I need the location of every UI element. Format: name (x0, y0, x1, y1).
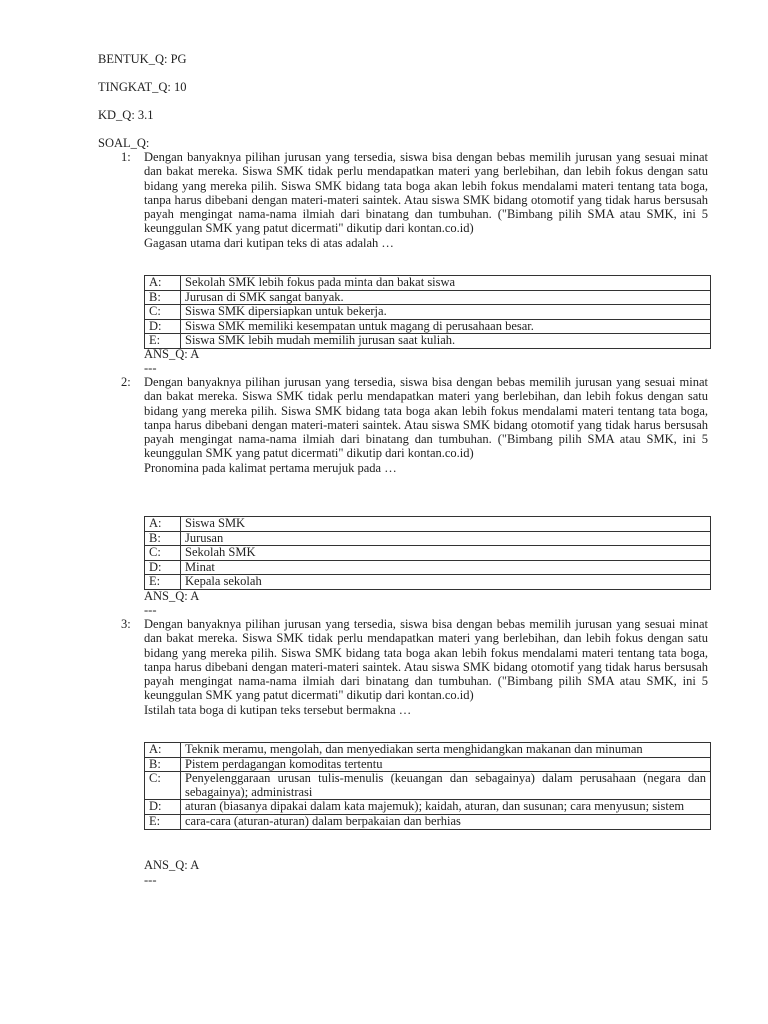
question-2-options (144, 516, 711, 590)
option-row[interactable] (145, 305, 711, 320)
question-2-number: 2: (121, 375, 131, 389)
option-key: E: (145, 334, 181, 349)
meta-soal: SOAL_Q: (98, 136, 150, 150)
option-row[interactable] (145, 517, 711, 532)
question-3-text (144, 617, 708, 717)
option-row[interactable] (145, 800, 711, 815)
option-text: Sekolah SMK lebih fokus pada minta dan bakat siswa (181, 276, 711, 291)
question-3-answer: ANS_Q: A (144, 858, 200, 872)
option-key: C: (145, 305, 181, 320)
meta-bentuk: BENTUK_Q: PG (98, 52, 187, 66)
option-key: E: (145, 814, 181, 829)
option-text: Pistem perdagangan komoditas tertentu (181, 757, 711, 772)
question-2-passage: Dengan banyaknya pilihan jurusan yang tersedia, siswa bisa dengan bebas memilih jurusan yang sesuai minat dan bakat mereka. Siswa SMK tidak perlu mendapatkan materi yang berlebihan, dan lebih fokus dengan satu bidang yang mereka pilih. Siswa SMK bidang tata boga akan lebih fokus mendalami materi tentang tata boga, tanpa harus dibebani dengan materi-materi saintek. Atau siswa SMK bidang otomotif yang tidak harus bersusah payah mengingat nama-nama ilmiah dari binatang dan tumbuhan. ("Bimbang pilih SMA atau SMK, ini 5 keunggulan SMK yang patut dicermati" dikutip dari kontan.co.id) (144, 375, 708, 461)
question-3-number: 3: (121, 617, 131, 631)
option-text: aturan (biasanya dipakai dalam kata majemuk); kaidah, aturan, dan susunan; cara menyusun; sistem (181, 800, 711, 815)
question-1-number: 1: (121, 150, 131, 164)
option-key: B: (145, 757, 181, 772)
meta-kd: KD_Q: 3.1 (98, 108, 154, 122)
option-text: Teknik meramu, mengolah, dan menyediakan serta menghidangkan makanan dan minuman (181, 743, 711, 758)
option-key: A: (145, 276, 181, 291)
option-row[interactable] (145, 334, 711, 349)
option-text: Siswa SMK (181, 517, 711, 532)
option-row[interactable] (145, 814, 711, 829)
option-row[interactable] (145, 319, 711, 334)
option-row[interactable] (145, 276, 711, 291)
option-row[interactable] (145, 575, 711, 590)
option-text: Minat (181, 560, 711, 575)
option-text: Jurusan (181, 531, 711, 546)
question-2-text (144, 375, 708, 475)
question-1-answer: ANS_Q: A (144, 347, 200, 361)
option-key: C: (145, 772, 181, 800)
option-key: B: (145, 290, 181, 305)
option-row[interactable] (145, 743, 711, 758)
meta-tingkat: TINGKAT_Q: 10 (98, 80, 187, 94)
option-row[interactable] (145, 757, 711, 772)
option-row[interactable] (145, 772, 711, 800)
option-row[interactable] (145, 560, 711, 575)
option-text: Siswa SMK lebih mudah memilih jurusan saat kuliah. (181, 334, 711, 349)
option-text: Kepala sekolah (181, 575, 711, 590)
option-text: Siswa SMK memiliki kesempatan untuk magang di perusahaan besar. (181, 319, 711, 334)
question-1-passage: Dengan banyaknya pilihan jurusan yang tersedia, siswa bisa dengan bebas memilih jurusan yang sesuai minat dan bakat mereka. Siswa SMK tidak perlu mendapatkan materi yang berlebihan, dan lebih fokus dengan satu bidang yang mereka pilih. Siswa SMK bidang tata boga akan lebih fokus mendalami materi tentang tata boga, tanpa harus dibebani dengan materi-materi saintek. Atau siswa SMK bidang otomotif yang tidak harus bersusah payah mengingat nama-nama ilmiah dari binatang dan tumbuhan. ("Bimbang pilih SMA atau SMK, ini 5 keunggulan SMK yang patut dicermati" dikutip dari kontan.co.id) (144, 150, 708, 236)
question-2-prompt: Pronomina pada kalimat pertama merujuk pada … (144, 460, 397, 475)
option-key: D: (145, 319, 181, 334)
option-text: Sekolah SMK (181, 546, 711, 561)
option-row[interactable] (145, 546, 711, 561)
option-key: D: (145, 560, 181, 575)
question-3-options (144, 742, 711, 830)
question-3-passage: Dengan banyaknya pilihan jurusan yang tersedia, siswa bisa dengan bebas memilih jurusan yang sesuai minat dan bakat mereka. Siswa SMK tidak perlu mendapatkan materi yang berlebihan, dan lebih fokus dengan satu bidang yang mereka pilih. Siswa SMK bidang tata boga akan lebih fokus mendalami materi tentang tata boga, tanpa harus dibebani dengan materi-materi saintek. Atau siswa SMK bidang otomotif yang tidak harus bersusah payah mengingat nama-nama ilmiah dari binatang dan tumbuhan. ("Bimbang pilih SMA atau SMK, ini 5 keunggulan SMK yang patut dicermati" dikutip dari kontan.co.id) (144, 617, 708, 703)
option-key: B: (145, 531, 181, 546)
option-row[interactable] (145, 531, 711, 546)
option-key: D: (145, 800, 181, 815)
question-1-prompt: Gagasan utama dari kutipan teks di atas adalah … (144, 235, 394, 250)
option-key: A: (145, 517, 181, 532)
option-text: Penyelenggaraan urusan tulis-menulis (keuangan dan sebagainya) dalam perusahaan (negara dan sebagainya); administrasi (181, 772, 711, 800)
option-text: Siswa SMK dipersiapkan untuk bekerja. (181, 305, 711, 320)
question-1-options (144, 275, 711, 349)
option-row[interactable] (145, 290, 711, 305)
option-text: Jurusan di SMK sangat banyak. (181, 290, 711, 305)
question-1-separator: --- (144, 361, 157, 375)
option-key: E: (145, 575, 181, 590)
question-1-text (144, 150, 708, 250)
option-text: cara-cara (aturan-aturan) dalam berpakaian dan berhias (181, 814, 711, 829)
question-2-answer: ANS_Q: A (144, 589, 200, 603)
question-2-separator: --- (144, 603, 157, 617)
question-3-separator: --- (144, 873, 157, 887)
option-key: A: (145, 743, 181, 758)
question-3-prompt: Istilah tata boga di kutipan teks tersebut bermakna … (144, 702, 412, 717)
option-key: C: (145, 546, 181, 561)
